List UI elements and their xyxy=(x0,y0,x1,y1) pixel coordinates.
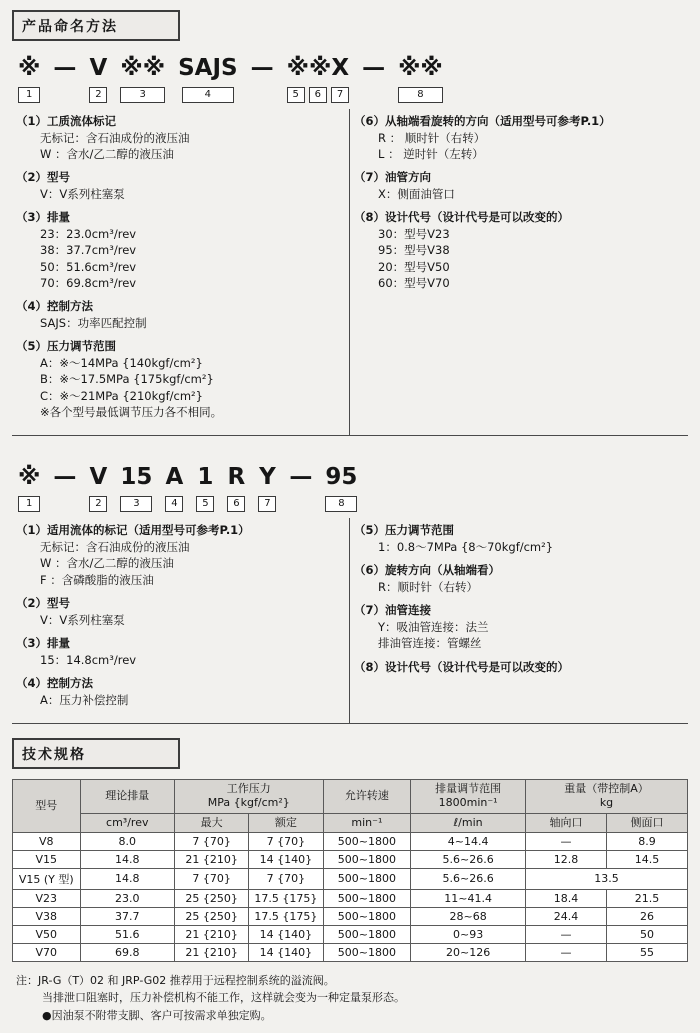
col-header-model: 型号 xyxy=(13,779,81,832)
code-index-box: 8 xyxy=(398,87,443,103)
item-line: ※各个型号最低调节压力各不相同。 xyxy=(40,404,223,419)
cell-max: 21 {210} xyxy=(175,925,249,943)
cell-model: V70 xyxy=(13,943,81,961)
cell-max: 7 {70} xyxy=(175,832,249,850)
cell-speed: 500~1800 xyxy=(323,943,411,961)
table-row xyxy=(13,907,688,925)
cell-axial: 18.4 xyxy=(526,889,607,907)
col-header-range-unit: ℓ/min xyxy=(411,813,526,832)
code-text: V xyxy=(89,55,108,81)
item-heading: （5）压力调节范围 xyxy=(16,339,117,354)
cell-axial: — xyxy=(526,925,607,943)
code-segment-dash xyxy=(362,57,385,103)
item-line: C：※～21MPa {210kgf/cm²} xyxy=(40,388,203,403)
cell-max: 21 {210} xyxy=(175,943,249,961)
note-line: ●因油泵不附带支脚、客户可按需求单独定购。 xyxy=(42,1009,272,1023)
spec-table xyxy=(12,779,688,962)
spec-item xyxy=(16,113,341,162)
cell-side: 21.5 xyxy=(607,889,688,907)
code-index-boxes xyxy=(325,496,357,512)
table-row xyxy=(13,889,688,907)
code-index-box: 3 xyxy=(120,87,165,103)
code-index-boxes xyxy=(165,496,183,512)
item-line: 23：23.0cm³/rev xyxy=(40,227,137,241)
code-index-boxes xyxy=(18,87,40,103)
note-line: 当排泄口阻塞时，压力补偿机构不能工作，这样就会变为一种定量泵形态。 xyxy=(42,991,405,1005)
naming-explanation-2 xyxy=(12,518,688,724)
cell-speed: 500~1800 xyxy=(323,889,411,907)
spec-item xyxy=(16,522,341,588)
item-line: 30：型号V23 xyxy=(378,227,450,241)
cell-speed: 500~1800 xyxy=(323,907,411,925)
col-header-weight-side: 侧面口 xyxy=(607,813,688,832)
code-segment xyxy=(89,466,107,512)
item-heading: （1）工质流体标记 xyxy=(16,114,117,128)
item-line: V：V系列柱塞泵 xyxy=(40,187,125,201)
code-text: ※ xyxy=(18,464,41,491)
explanation-right-column xyxy=(350,109,688,435)
item-line: 无标记：含石油成份的液压油 xyxy=(40,539,190,554)
table-row xyxy=(13,832,688,850)
cell-axial: — xyxy=(526,943,607,961)
table-row xyxy=(13,925,688,943)
cell-axial: 24.4 xyxy=(526,907,607,925)
cell-rated: 17.5 {175} xyxy=(249,907,323,925)
cell-rated: 7 {70} xyxy=(249,832,323,850)
code-text: ※※X xyxy=(286,55,350,81)
item-heading: （4）控制方法 xyxy=(16,675,94,690)
item-line: R ： 顺时针（右转） xyxy=(378,130,486,145)
cell-range: 0~93 xyxy=(411,925,526,943)
model-code-1 xyxy=(18,57,688,103)
spec-item xyxy=(354,209,680,291)
cell-max: 7 {70} xyxy=(175,868,249,889)
code-index-box: 7 xyxy=(331,87,349,103)
cell-model: V15 xyxy=(13,850,81,868)
code-index-box: 5 xyxy=(287,87,305,103)
spec-item xyxy=(16,635,341,668)
spec-item xyxy=(354,602,680,651)
item-heading: （7）油管方向 xyxy=(354,170,432,185)
item-heading: （5）压力调节范围 xyxy=(354,523,455,538)
table-row xyxy=(13,850,688,868)
cell-max: 21 {210} xyxy=(175,850,249,868)
code-index-box: 8 xyxy=(325,496,357,512)
cell-side: 55 xyxy=(607,943,688,961)
item-line: Y：吸油管连接：法兰 xyxy=(378,619,489,634)
item-line: 38：37.7cm³/rev xyxy=(40,243,137,258)
code-index-boxes xyxy=(398,87,443,103)
cell-disp: 14.8 xyxy=(80,850,175,868)
cell-rated: 17.5 {175} xyxy=(249,889,323,907)
spec-item xyxy=(354,522,680,555)
code-text: 1 xyxy=(197,464,214,491)
item-line: 无标记：含石油成份的液压油 xyxy=(40,130,190,145)
col-header-pressure-rated: 额定 xyxy=(249,813,323,832)
code-text: — xyxy=(53,55,77,81)
code-segment xyxy=(258,466,276,512)
model-code-2 xyxy=(18,466,688,512)
code-segment xyxy=(196,466,214,512)
explanation-right-column xyxy=(350,518,688,723)
cell-axial: 12.8 xyxy=(526,850,607,868)
col-header-range: 排量调节范围 1800min⁻¹ xyxy=(411,779,526,813)
code-index-boxes xyxy=(227,496,245,512)
code-index-boxes xyxy=(287,87,349,103)
item-line: B：※～17.5MPa {175kgf/cm²} xyxy=(40,372,214,387)
cell-speed: 500~1800 xyxy=(323,832,411,850)
code-text: — xyxy=(289,464,313,491)
section-title-specs: 技术规格 xyxy=(12,738,180,769)
code-index-box: 6 xyxy=(309,87,327,103)
col-header-displacement: 理论排量 xyxy=(80,779,175,813)
cell-model: V23 xyxy=(13,889,81,907)
footnotes xyxy=(16,972,688,1025)
cell-side: 14.5 xyxy=(607,850,688,868)
item-line: V：V系列柱塞泵 xyxy=(40,612,125,627)
item-heading: （8）设计代号（设计代号是可以改变的） xyxy=(354,210,569,225)
code-segment-dash xyxy=(251,57,274,103)
cell-range: 28~68 xyxy=(411,907,526,925)
code-index-boxes xyxy=(120,87,165,103)
code-segment xyxy=(18,57,40,103)
cell-rated: 14 {140} xyxy=(249,850,323,868)
item-line: 20：型号V50 xyxy=(378,259,450,274)
col-header-weight: 重量（带控制A） kg xyxy=(526,779,688,813)
cell-side: 8.9 xyxy=(607,832,688,850)
cell-range: 11~41.4 xyxy=(411,889,526,907)
code-segment-dash xyxy=(53,466,76,512)
item-line: F ：含磷酸脂的液压油 xyxy=(40,572,154,587)
spec-item xyxy=(354,169,680,202)
code-text: 15 xyxy=(120,464,153,491)
item-heading: （3）排量 xyxy=(16,635,71,650)
code-text: — xyxy=(362,55,386,81)
item-line: 15：14.8cm³/rev xyxy=(40,652,137,667)
item-line: 95：型号V38 xyxy=(378,243,450,258)
item-line: 70：69.8cm³/rev xyxy=(40,275,137,290)
code-index-box: 2 xyxy=(89,87,107,103)
code-segment xyxy=(287,57,349,103)
code-index-box: 5 xyxy=(196,496,214,512)
col-header-weight-axial: 轴向口 xyxy=(526,813,607,832)
col-header-speed: 允许转速 xyxy=(323,779,411,813)
item-heading: （2）型号 xyxy=(16,170,71,185)
table-row xyxy=(13,868,688,889)
code-index-boxes xyxy=(18,496,40,512)
col-header-pressure-max: 最大 xyxy=(175,813,249,832)
cell-disp: 8.0 xyxy=(80,832,175,850)
item-heading: （6）从轴端看旋转的方向（适用型号可参考P.1） xyxy=(354,114,611,128)
item-line: X：侧面油管口 xyxy=(378,187,455,201)
code-text: Y xyxy=(259,464,276,491)
item-heading: （1）适用流体的标记（适用型号可参考P.1） xyxy=(16,523,250,538)
code-text: ※※ xyxy=(398,55,443,81)
code-index-boxes xyxy=(258,496,276,512)
item-line: A：压力补偿控制 xyxy=(40,692,129,707)
code-segment xyxy=(325,466,357,512)
code-index-boxes xyxy=(89,496,107,512)
code-index-box: 7 xyxy=(258,496,276,512)
item-line: L ： 逆时针（左转） xyxy=(378,147,484,161)
naming-explanation-1 xyxy=(12,109,688,436)
spec-item xyxy=(16,338,341,420)
spec-item xyxy=(16,675,341,708)
code-text: — xyxy=(250,55,274,81)
code-segment-dash xyxy=(289,466,312,512)
item-line: 50：51.6cm³/rev xyxy=(40,259,137,274)
cell-disp: 37.7 xyxy=(80,907,175,925)
cell-range: 20~126 xyxy=(411,943,526,961)
item-heading: （6）旋转方向（从轴端看） xyxy=(354,563,501,578)
code-index-box: 4 xyxy=(182,87,234,103)
code-index-boxes xyxy=(178,87,238,103)
item-heading: （2）型号 xyxy=(16,595,71,610)
spec-item xyxy=(16,169,341,202)
cell-model: V38 xyxy=(13,907,81,925)
col-header-speed-unit: min⁻¹ xyxy=(323,813,411,832)
code-segment xyxy=(165,466,183,512)
code-text: V xyxy=(89,464,108,491)
table-row xyxy=(13,943,688,961)
code-segment xyxy=(120,57,165,103)
cell-model: V8 xyxy=(13,832,81,850)
code-text: A xyxy=(165,464,184,491)
cell-rated: 7 {70} xyxy=(249,868,323,889)
code-text: — xyxy=(53,464,77,491)
cell-range: 4~14.4 xyxy=(411,832,526,850)
cell-disp: 14.8 xyxy=(80,868,175,889)
cell-speed: 500~1800 xyxy=(323,868,411,889)
cell-disp: 51.6 xyxy=(80,925,175,943)
explanation-left-column xyxy=(12,109,350,435)
spec-item xyxy=(16,209,341,291)
item-heading: （8）设计代号（设计代号是可以改变的） xyxy=(354,659,569,674)
cell-disp: 69.8 xyxy=(80,943,175,961)
spec-item xyxy=(16,298,341,331)
cell-disp: 23.0 xyxy=(80,889,175,907)
code-text: ※ xyxy=(18,55,41,81)
cell-max: 25 {250} xyxy=(175,889,249,907)
code-text: 95 xyxy=(325,464,358,491)
code-text: R xyxy=(227,464,246,491)
cell-speed: 500~1800 xyxy=(323,850,411,868)
cell-range: 5.6~26.6 xyxy=(411,850,526,868)
cell-axial: — xyxy=(526,832,607,850)
code-segment xyxy=(18,466,40,512)
item-line: SAJS：功率匹配控制 xyxy=(40,315,147,330)
code-index-box: 1 xyxy=(18,87,40,103)
cell-model: V15 (Y 型) xyxy=(13,868,81,889)
item-line: W ：含水/乙二醇的液压油 xyxy=(40,147,174,161)
code-index-boxes xyxy=(89,87,107,103)
cell-weight-merged: 13.5 xyxy=(526,868,688,889)
item-line: W ：含水/乙二醇的液压油 xyxy=(40,556,174,571)
code-index-box: 3 xyxy=(120,496,152,512)
code-index-boxes xyxy=(196,496,214,512)
item-line: 排油管连接：管螺丝 xyxy=(378,636,482,651)
code-index-box: 2 xyxy=(89,496,107,512)
cell-rated: 14 {140} xyxy=(249,925,323,943)
code-segment xyxy=(398,57,443,103)
code-segment xyxy=(120,466,152,512)
section-title-naming: 产品命名方法 xyxy=(12,10,180,41)
cell-max: 25 {250} xyxy=(175,907,249,925)
cell-rated: 14 {140} xyxy=(249,943,323,961)
code-segment xyxy=(178,57,238,103)
cell-range: 5.6~26.6 xyxy=(411,868,526,889)
item-line: 60：型号V70 xyxy=(378,275,450,290)
code-index-box: 1 xyxy=(18,496,40,512)
cell-side: 26 xyxy=(607,907,688,925)
spec-item xyxy=(354,113,680,162)
spec-item xyxy=(354,562,680,595)
col-header-displacement-unit: cm³/rev xyxy=(80,813,175,832)
spec-item xyxy=(16,595,341,628)
item-heading: （3）排量 xyxy=(16,210,71,225)
code-segment xyxy=(89,57,107,103)
code-index-box: 4 xyxy=(165,496,183,512)
code-segment-dash xyxy=(53,57,76,103)
item-line: R：顺时针（右转） xyxy=(378,579,478,594)
item-heading: （7）油管连接 xyxy=(354,603,432,618)
explanation-left-column xyxy=(12,518,350,723)
code-index-box: 6 xyxy=(227,496,245,512)
spec-item xyxy=(354,659,680,676)
item-heading: （4）控制方法 xyxy=(16,299,94,314)
code-text: ※※ xyxy=(120,55,166,81)
item-line: 1：0.8～7MPa {8～70kgf/cm²} xyxy=(378,539,554,554)
code-text: SAJS xyxy=(178,55,238,81)
item-line: A：※～14MPa {140kgf/cm²} xyxy=(40,355,203,370)
cell-model: V50 xyxy=(13,925,81,943)
code-index-boxes xyxy=(120,496,152,512)
spec-table-header xyxy=(13,779,688,832)
cell-speed: 500~1800 xyxy=(323,925,411,943)
note-line: 注：JR-G（T）02 和 JRP-G02 推荐用于远程控制系统的溢流阀。 xyxy=(16,973,335,987)
code-segment xyxy=(227,466,245,512)
col-header-pressure: 工作压力 MPa {kgf/cm²} xyxy=(175,779,324,813)
cell-side: 50 xyxy=(607,925,688,943)
